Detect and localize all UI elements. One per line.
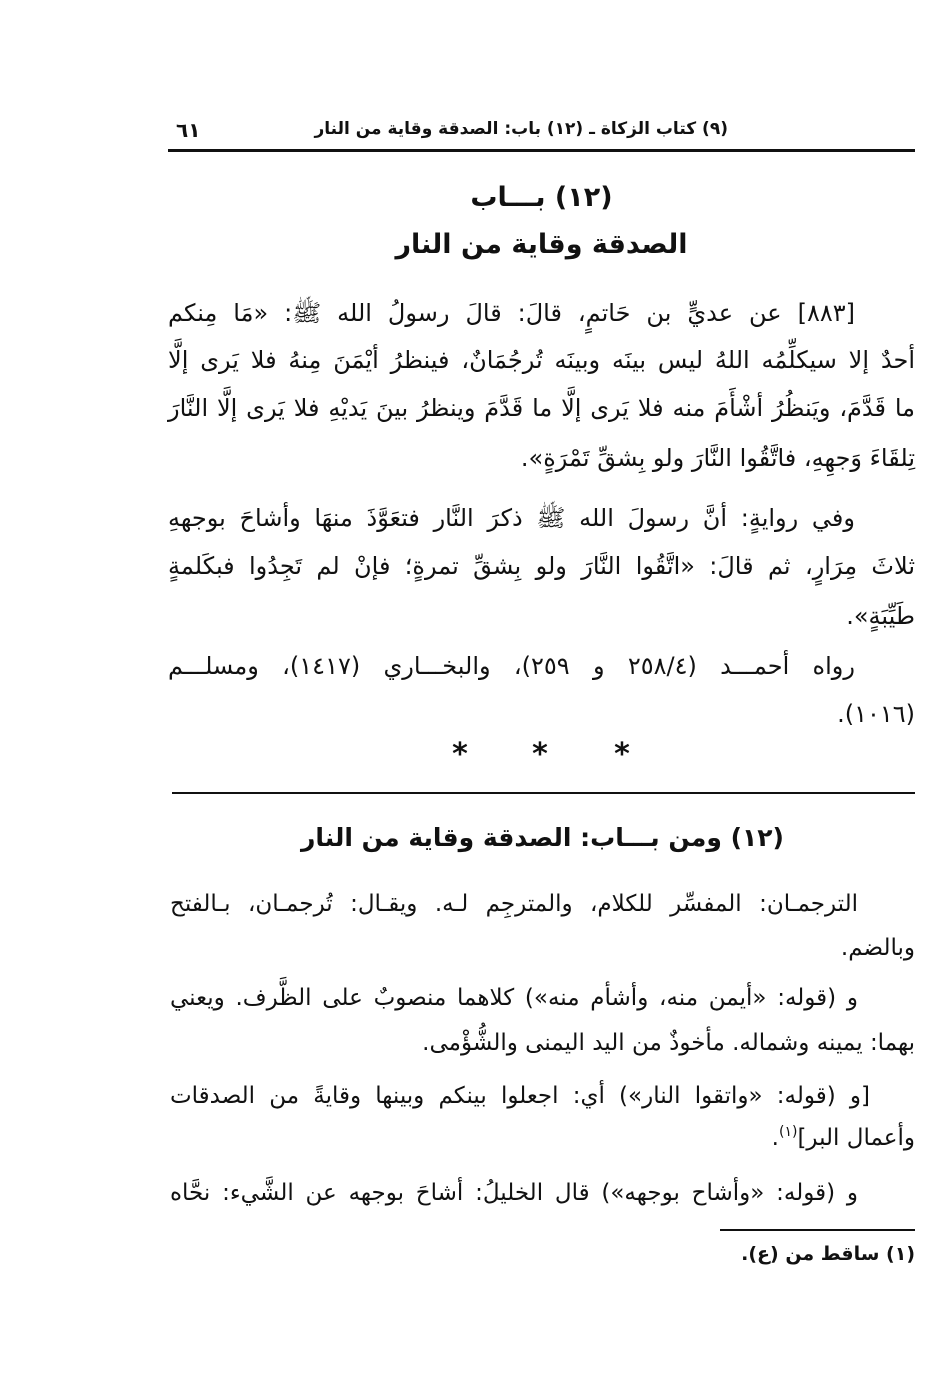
- text-line: طَيِّبَةٍ».: [846, 602, 915, 630]
- section-rule: [172, 792, 915, 794]
- text-line: ما قَدَّمَ، ويَنظُرُ أشْأَمَ منه فلا يَرى إلَّا ما قَدَّمَ وينظرُ بينَ يَديْهِ فلا يَرى إلَّا النَّارَ: [168, 394, 915, 422]
- running-head-title: (٩) كتاب الزكاة ـ (١٢) باب: الصدقة وقاية من النار: [314, 119, 728, 139]
- text-line: بهما: يمينه وشماله. مأخوذٌ من اليد اليمنى والشُّؤْمى.: [422, 1030, 915, 1056]
- text-line: و (قوله: «أيمن منه، وأشأم منه») كلاهما منصوبٌ على الظَّرف. ويعني: [170, 985, 858, 1011]
- text-line: ثلاثَ مِرَارٍ، ثم قالَ: «اتَّقُوا النَّارَ ولو بِشقِّ تمرةٍ؛ فإنْ لم تَجِدُوا فبكَلمةٍ: [168, 552, 915, 580]
- text-line: أحدٌ إلا سيكلِّمُه اللهُ ليس بينَه وبينَه تُرجُمَانٌ، فينظرُ أيْمَنَ مِنهُ فلا يَرى إلَّا: [168, 346, 915, 374]
- text-line: وفي روايةٍ: أنَّ رسولَ الله ﷺ ذكرَ النَّار فتعَوَّذَ منهَا وأشاحَ بوجههِ: [168, 504, 855, 532]
- separator-star: *: [452, 737, 468, 772]
- text-line: [و (قوله: «واتقوا النار») أي: اجعلوا بينكم وبينها وقايةً من الصدقات: [170, 1083, 870, 1109]
- text-segment: وأعمال البر]: [797, 1125, 915, 1151]
- page-number: ٦١: [176, 118, 201, 142]
- text-line: الترجمـان: المفسِّر للكلام، والمترجِم لـه. ويقـال: تُرجمـان، بـالفتح: [170, 891, 858, 917]
- text-line: [٨٨٣] عن عديٍّ بن حَاتمٍ، قالَ: قالَ رسولُ الله ﷺ: «مَا مِنكم: [168, 299, 855, 327]
- text-line: و (قوله: «وأشاح بوجهه») قال الخليلُ: أشاحَ بوجهه عن الشَّيء: نحَّاه: [170, 1180, 858, 1206]
- text-line: رواه أحمـــد (٢٥٨/٤ و ٢٥٩)، والبخـــاري (١٤١٧)، ومسلـــم: [168, 652, 855, 680]
- footnote: (١) ساقط من (ع).: [741, 1243, 915, 1265]
- footnote-ref: (١): [778, 1124, 798, 1140]
- separator-star: *: [614, 737, 630, 772]
- text-line: تِلقَاءَ وَجهِهِ، فاتَّقُوا النَّارَ ولو بِشقِّ تَمْرَةٍ».: [520, 444, 915, 472]
- chapter-title: الصدقة وقاية من النار: [395, 229, 688, 260]
- chapter-number: (١٢) بـــاب: [470, 182, 613, 213]
- text-line: وبالضم.: [840, 935, 915, 961]
- text-line: (١٠١٦).: [837, 700, 915, 728]
- text-line: [170, 1116, 915, 1160]
- commentary-heading: (١٢) ومن بـــاب: الصدقة وقاية من النار: [301, 823, 784, 852]
- end-punctuation: .: [771, 1125, 779, 1151]
- separator-star: *: [532, 737, 548, 772]
- footnote-rule: [720, 1229, 915, 1231]
- header-rule: [168, 149, 915, 152]
